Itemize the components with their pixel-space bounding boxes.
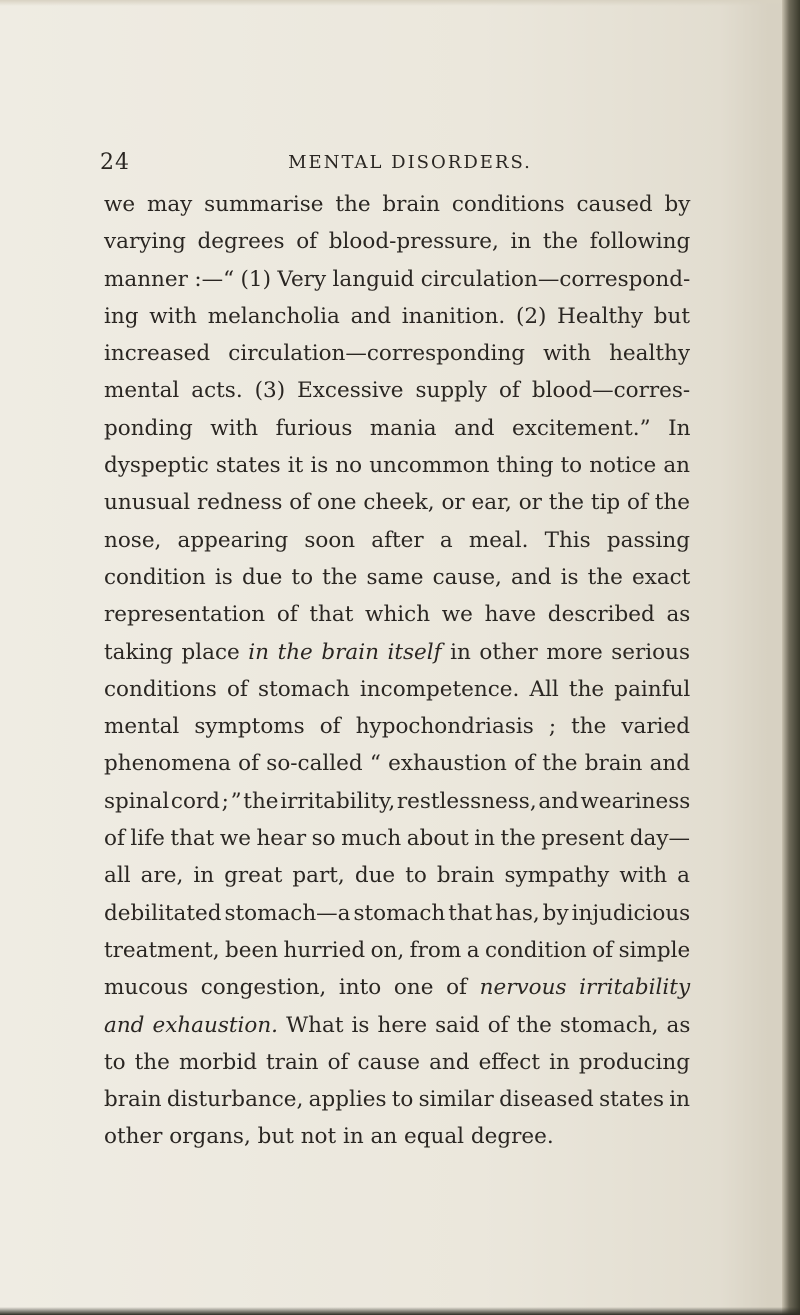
text-segment: of life that we hear so much about in the present day— xyxy=(104,826,690,852)
text-line xyxy=(104,895,690,932)
page-binding-edge xyxy=(782,0,800,1315)
text-segment: varying degrees of blood-pressure, in the following xyxy=(104,229,691,255)
text-segment: debilitated stomach—a stomach that has, by injudicious xyxy=(104,900,691,926)
page-header xyxy=(100,150,700,180)
text-line xyxy=(104,783,690,820)
italic-text: in the brain itself xyxy=(248,639,442,665)
text-line xyxy=(104,522,690,559)
text-segment: spinal cord ; ” the irritability, restlessness, and weariness xyxy=(104,788,691,814)
text-segment: ing with melancholia and inanition. (2) Healthy but xyxy=(104,303,690,329)
text-line xyxy=(104,261,690,298)
text-segment: dyspeptic states it is no uncommon thing to notice an xyxy=(104,453,690,479)
text-segment: conditions of stomach incompetence. All the painful xyxy=(104,676,691,702)
italic-text: and exhaustion. xyxy=(104,1012,279,1038)
text-segment: mental symptoms of hypochondriasis ; the varied xyxy=(104,714,690,740)
text-line xyxy=(104,634,690,671)
text-segment: ponding with furious mania and excitement.” In xyxy=(104,415,691,441)
text-line xyxy=(104,1118,690,1155)
text-line xyxy=(104,1081,690,1118)
text-line xyxy=(104,857,690,894)
text-segment: treatment, been hurried on, from a condition of simple xyxy=(104,937,691,963)
text-line xyxy=(104,410,690,447)
text-segment: brain disturbance, applies to similar diseased states in xyxy=(104,1087,690,1113)
text-segment: in other more serious xyxy=(441,639,690,665)
text-segment: nose, appearing soon after a meal. This passing xyxy=(104,527,690,553)
italic-text: nervous irritability xyxy=(479,975,691,1001)
text-line xyxy=(104,708,690,745)
text-segment: What is here said of the stomach, as xyxy=(278,1012,691,1038)
text-segment: increased circulation—corresponding with healthy xyxy=(104,341,690,367)
text-line xyxy=(104,559,690,596)
running-title: MENTAL DISORDERS. xyxy=(288,152,532,173)
text-segment: taking place xyxy=(104,639,249,665)
text-segment: all are, in great part, due to brain sympathy with a xyxy=(104,863,690,889)
text-line xyxy=(104,223,690,260)
text-line xyxy=(104,186,690,223)
text-line xyxy=(104,1044,690,1081)
text-segment: mental acts. (3) Excessive supply of blood—corres- xyxy=(104,378,691,404)
text-line xyxy=(104,447,690,484)
text-line xyxy=(104,745,690,782)
text-line xyxy=(104,298,690,335)
body-text xyxy=(104,186,690,1156)
text-line xyxy=(104,969,690,1006)
text-line xyxy=(104,372,690,409)
text-line xyxy=(104,932,690,969)
text-line xyxy=(104,335,690,372)
text-segment: condition is due to the same cause, and is the exact xyxy=(104,564,691,590)
page-number: 24 xyxy=(100,150,130,175)
text-line xyxy=(104,1007,690,1044)
page-bottom-edge xyxy=(0,1307,800,1315)
text-segment: phenomena of so-called “ exhaustion of the brain and xyxy=(104,751,690,777)
text-segment: unusual redness of one cheek, or ear, or the tip of the xyxy=(104,490,690,516)
text-segment: to the morbid train of cause and effect in producing xyxy=(104,1049,690,1075)
text-segment: we may summarise the brain conditions caused by xyxy=(104,192,691,217)
text-segment: representation of that which we have described as xyxy=(104,602,691,628)
text-segment: other organs, but not in an equal degree. xyxy=(104,1124,554,1150)
text-segment: mucous congestion, into one of xyxy=(104,975,480,1001)
text-segment: manner :—“ (1) Very languid circulation—correspond- xyxy=(104,266,691,292)
text-line xyxy=(104,596,690,633)
text-line xyxy=(104,484,690,521)
text-line xyxy=(104,820,690,857)
text-line xyxy=(104,671,690,708)
page-top-edge xyxy=(0,0,800,6)
